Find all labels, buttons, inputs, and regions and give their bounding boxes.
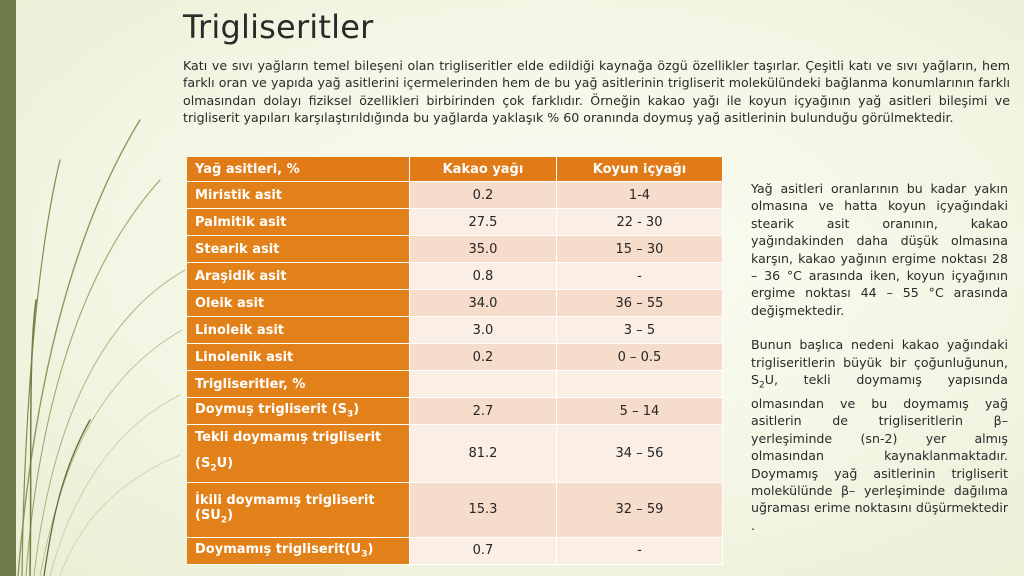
cocoa-value: 81.2 (410, 425, 557, 483)
table-row (187, 209, 723, 236)
table-row (187, 398, 723, 425)
intro-paragraph: Katı ve sıvı yağların temel bileşeni olan trigliseritler elde edildiği kaynağa özgü özellikler taşırlar. Çeşitli katı ve sıvı yağların, hem farklı oran ve yapıda yağ asitlerini içermelerinden hem de bu yağ asitlerinin trigliserit molekülündeki bağlanma konumlarının farklı olmasından dolayı fiziksel özellikleri birbirinden çok farklıdır. Örneğin kakao yağı ile koyun içyağının yağ asitleri bileşimi ve trigliserit yapıları karşılaştırıldığında bu yağlarda yaklaşık % 60 oranında doymuş yağ asitlerinin bulunduğu görülmektedir. (183, 58, 1010, 126)
table-row (187, 290, 723, 317)
row-label: Linoleik asit (187, 317, 410, 344)
cocoa-value: 0.2 (410, 344, 557, 371)
table-row (187, 236, 723, 263)
cocoa-value: 2.7 (410, 398, 557, 425)
header-fatty-acids: Yağ asitleri, % (187, 157, 410, 182)
row-label: Araşidik asit (187, 263, 410, 290)
side-paragraph-1: Yağ asitleri oranlarının bu kadar yakın olmasına ve hatta koyun içyağındaki stearik asit oranının, kakao yağındakinden daha düşük olmasına karşın, kakao yağının ergime noktası 28 – 36 °C arasında iken, koyun içyağının ergime noktası 44 – 55 °C arasında değişmektedir. (751, 181, 1008, 318)
section-label: Trigliseritler, % (187, 371, 410, 398)
table-row (187, 317, 723, 344)
table-row (187, 538, 723, 565)
cocoa-value: 0.8 (410, 263, 557, 290)
cocoa-value: 27.5 (410, 209, 557, 236)
cocoa-value: 0.2 (410, 182, 557, 209)
table-section-row (187, 371, 723, 398)
tallow-value: - (557, 538, 723, 565)
table-header-row (187, 157, 723, 182)
tallow-value: 15 – 30 (557, 236, 723, 263)
tallow-value: 36 – 55 (557, 290, 723, 317)
tallow-value: 34 – 56 (557, 425, 723, 483)
tallow-value (557, 371, 723, 398)
header-mutton-tallow: Koyun içyağı (557, 157, 723, 182)
row-label: Doymuş trigliserit $(S_3)$ (187, 398, 410, 425)
fatty-acid-table (187, 157, 723, 565)
cocoa-value: 34.0 (410, 290, 557, 317)
cocoa-value: 0.7 (410, 538, 557, 565)
tallow-value: 3 – 5 (557, 317, 723, 344)
table-row (187, 263, 723, 290)
row-label: Miristik asit (187, 182, 410, 209)
row-label: Palmitik asit (187, 209, 410, 236)
table-row (187, 483, 723, 538)
cocoa-value: 15.3 (410, 483, 557, 538)
row-label: Linolenik asit (187, 344, 410, 371)
row-label: Tekli doymamış trigliserit $(S_2U)$ (187, 425, 410, 483)
tallow-value: 32 – 59 (557, 483, 723, 538)
row-label: İkili doymamış trigliserit $(SU_2)$ (187, 483, 410, 538)
cocoa-value (410, 371, 557, 398)
table-row (187, 182, 723, 209)
row-label: Doymamış $trigliserit(U_3)$ (187, 538, 410, 565)
row-label: Stearik asit (187, 236, 410, 263)
cocoa-value: 35.0 (410, 236, 557, 263)
side-paragraph-2: Bunun başlıca nedeni kakao yağındaki trigliseritlerin büyük bir çoğunluğunun, $S_2U$, tekli doymamış yapısında olmasından ve bu doymamış yağ asitlerin de trigliseritlerin β– yerleşiminde (sn-2) yer almış olmasından kaynaklanmaktadır. Doymamış yağ asitlerinin trigliserit molekülünde β– yerleşiminde dağılıma uğraması erime noktasını düşürmektedir . (751, 337, 1008, 533)
tallow-value: 1-4 (557, 182, 723, 209)
slide-title: Trigliseritler (183, 8, 374, 46)
table-row (187, 344, 723, 371)
row-label: Oleik asit (187, 290, 410, 317)
tallow-value: 5 – 14 (557, 398, 723, 425)
side-explanation (751, 180, 1008, 551)
cocoa-value: 3.0 (410, 317, 557, 344)
table-row (187, 425, 723, 483)
tallow-value: 22 - 30 (557, 209, 723, 236)
header-cocoa-butter: Kakao yağı (410, 157, 557, 182)
decorative-grass-lines (0, 0, 190, 576)
tallow-value: 0 – 0.5 (557, 344, 723, 371)
tallow-value: - (557, 263, 723, 290)
